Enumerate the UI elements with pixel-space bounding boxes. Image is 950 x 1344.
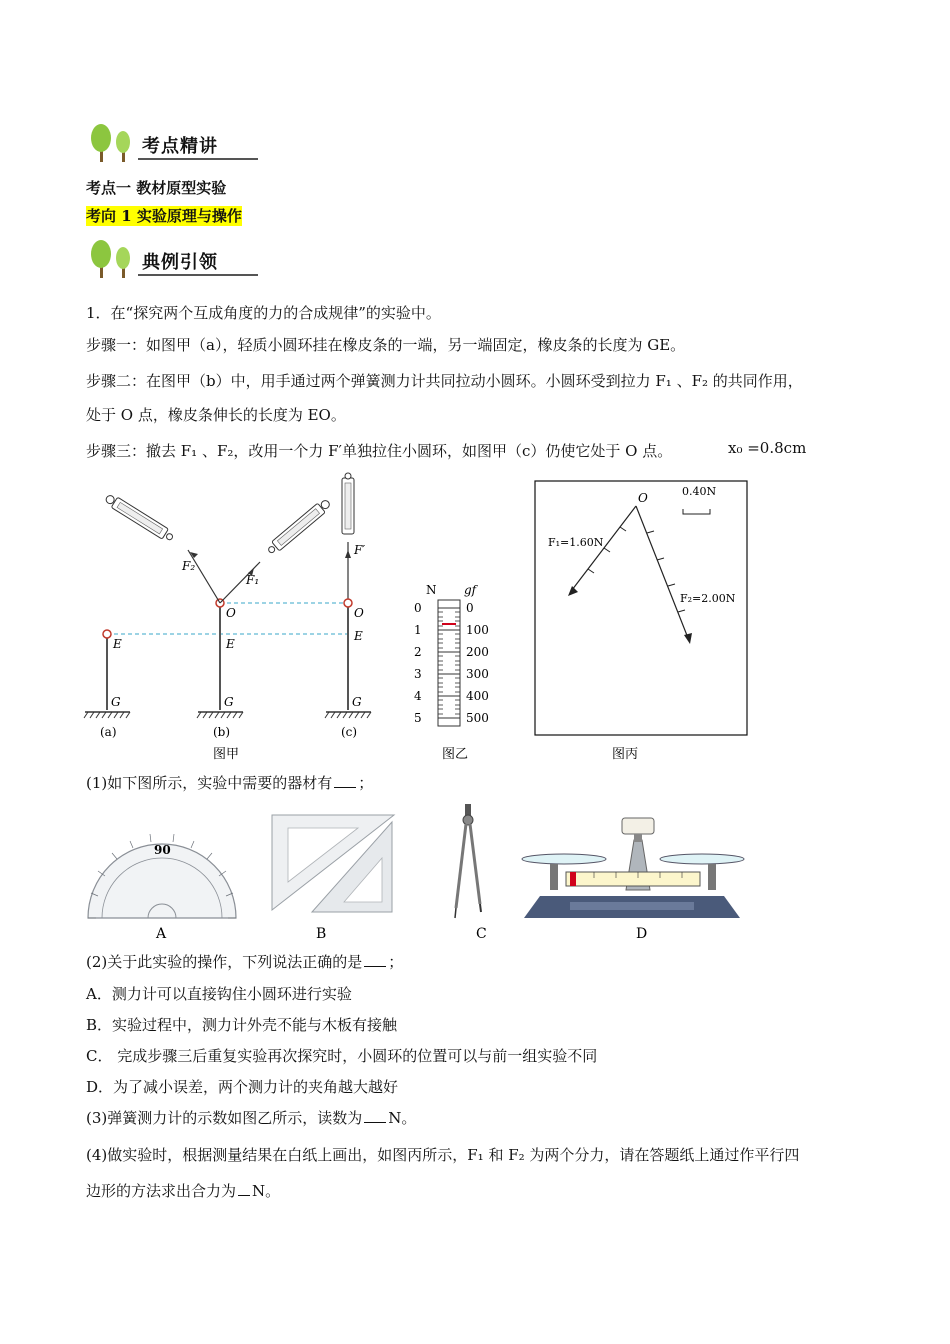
balance-scale-icon — [522, 818, 744, 918]
option-B[interactable]: B．实验过程中，测力计外壳不能与木板有接触 — [86, 1016, 398, 1034]
scale-gf-tick: 500 — [466, 711, 489, 725]
label-E-b: E — [226, 637, 235, 651]
problem-step2a: 步骤二：在图甲（b）中，用手通过两个弹簧测力计共同拉动小圆环。小圆环受到拉力 F₁ 、F₂ 的共同作用， — [86, 372, 803, 390]
scale-gf-tick: 100 — [466, 623, 489, 637]
tool-label-A: A — [156, 926, 167, 942]
caption-jia: 图甲 — [213, 747, 240, 762]
problem-step3: 步骤三：撤去 F₁ 、F₂，改用一个力 F′单独拉住小圆环，如图甲（c）仍使它处于 O 点。 — [86, 442, 673, 460]
question-4b — [86, 1181, 280, 1201]
scale-n-tick: 4 — [414, 689, 422, 703]
tool-label-B: B — [316, 926, 327, 942]
question-1 — [86, 773, 373, 793]
scale-n-tick: 5 — [414, 711, 422, 725]
figure-jia — [80, 470, 400, 770]
x0-value: x₀ =0.8cm — [728, 439, 807, 457]
label-G-c: G — [352, 695, 362, 709]
q3-end: N。 — [388, 1109, 417, 1127]
option-D[interactable]: D．为了减小误差，两个测力计的夹角越大越好 — [86, 1078, 399, 1096]
scale-gf-head: gf — [464, 583, 477, 597]
problem-step1: 步骤一：如图甲（a），轻质小圆环挂在橡皮条的一端，另一端固定，橡皮条的长度为 GE。 — [86, 336, 686, 354]
label-F1: F₁ — [246, 573, 260, 587]
label-E-c: E — [354, 629, 363, 643]
protractor-90: 90 — [154, 843, 171, 857]
label-G-b: G — [224, 695, 234, 709]
q3-text: (3)弹簧测力计的示数如图乙所示，读数为 — [86, 1109, 363, 1127]
caption-bing: 图丙 — [612, 747, 639, 762]
bing-scale: 0.40N — [682, 485, 717, 498]
q2-text: (2)关于此实验的操作，下列说法正确的是 — [86, 953, 363, 971]
problem-step2b: 处于 O 点，橡皮条伸长的长度为 EO。 — [86, 406, 346, 424]
q3-blank[interactable] — [364, 1122, 386, 1123]
banner-dianli — [86, 236, 256, 280]
protractor-icon — [88, 834, 236, 918]
problem-intro: 1．在“探究两个互成角度的力的合成规律”的实验中。 — [86, 304, 441, 322]
banner-kaodian — [86, 120, 256, 164]
scale-gf-tick: 300 — [466, 667, 489, 681]
label-Fprime: F′ — [354, 543, 366, 557]
q1-text: (1)如下图所示，实验中需要的器材有 — [86, 774, 333, 792]
scale-gf-tick: 400 — [466, 689, 489, 703]
q1-blank[interactable] — [334, 787, 356, 788]
set-square-icon — [272, 815, 394, 912]
tool-label-D: D — [636, 926, 648, 942]
bing-F1: F₁=1.60N — [548, 536, 604, 549]
label-O-c: O — [354, 606, 364, 620]
tree-icon — [86, 236, 138, 280]
q1-end: ； — [358, 774, 374, 792]
banner-title: 典例引领 — [142, 252, 218, 273]
scale-n-tick: 2 — [414, 645, 422, 659]
q4-end: N。 — [252, 1182, 281, 1200]
tree-icon — [86, 120, 138, 164]
question-4a: (4)做实验时，根据测量结果在白纸上画出，如图丙所示，F₁ 和 F₂ 为两个分力，请在答题纸上通过作平行四 — [86, 1146, 800, 1164]
bing-F2: F₂=2.00N — [680, 592, 736, 605]
tools-figure — [84, 800, 764, 945]
banner-underline — [138, 158, 258, 160]
section-title: 考点一 教材原型实验 — [86, 179, 227, 197]
sub-a: (a) — [100, 725, 117, 739]
scale-n-tick: 3 — [414, 667, 422, 681]
scale-n-tick: 0 — [414, 601, 422, 615]
label-F2: F₂ — [182, 559, 196, 573]
figure-bing — [530, 478, 760, 770]
scale-gf-tick: 0 — [466, 601, 474, 615]
label-E-a: E — [113, 637, 122, 651]
q4-blank[interactable] — [238, 1195, 250, 1196]
scale-gf-tick: 200 — [466, 645, 489, 659]
tool-label-C: C — [476, 926, 487, 942]
q2-blank[interactable] — [364, 966, 386, 967]
question-2 — [86, 952, 403, 972]
sub-b: (b) — [213, 725, 231, 739]
option-A[interactable]: A．测力计可以直接钩住小圆环进行实验 — [86, 985, 352, 1003]
question-3 — [86, 1108, 416, 1128]
q2-end: ； — [388, 953, 404, 971]
scale-n-head: N — [426, 583, 437, 597]
label-G-a: G — [111, 695, 121, 709]
subsection-title: 考向 1 实验原理与操作 — [86, 207, 242, 225]
scale-n-tick: 1 — [414, 623, 422, 637]
banner-underline — [138, 274, 258, 276]
compass-icon — [455, 804, 481, 918]
bing-label-O: O — [638, 491, 648, 505]
label-O-b: O — [226, 606, 236, 620]
banner-title: 考点精讲 — [142, 136, 218, 157]
figure-yi — [408, 580, 508, 770]
option-C[interactable]: C． 完成步骤三后重复实验再次探究时，小圆环的位置可以与前一组实验不同 — [86, 1047, 598, 1065]
sub-c: (c) — [341, 725, 358, 739]
caption-yi: 图乙 — [442, 747, 469, 762]
q4-text: 边形的方法求出合力为 — [86, 1182, 237, 1200]
